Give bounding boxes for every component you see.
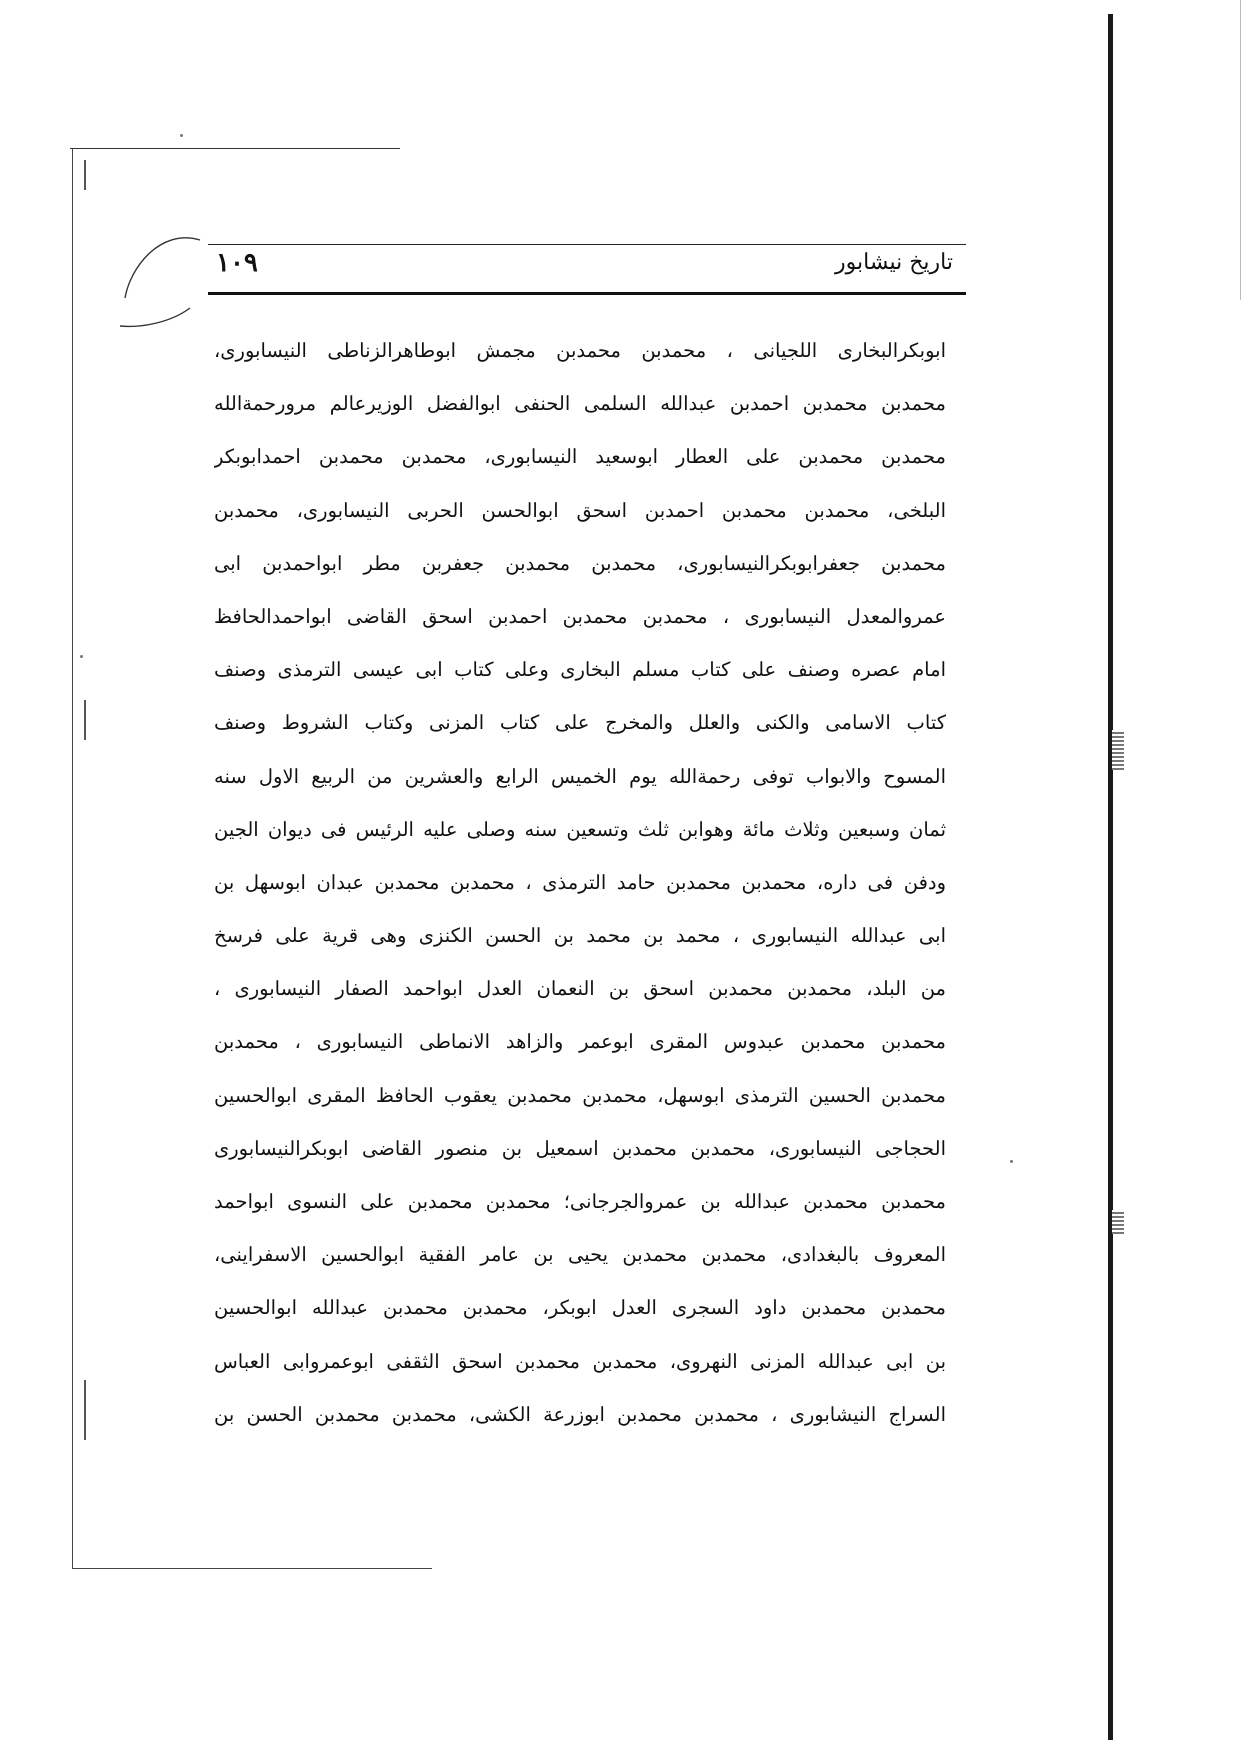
- speck: [180, 134, 183, 137]
- running-title: تاريخ نيشابور: [835, 250, 953, 275]
- text-line: الحجاجى النيسابورى، محمدبن محمدبن اسمعيل بن منصور القاضى ابوبكرالنيسابورى: [214, 1136, 946, 1160]
- text-line: محمدبن الحسين الترمذى ابوسهل، محمدبن محمدبن يعقوب الحافظ المقرى ابوالحسين: [214, 1083, 946, 1107]
- speck: [80, 655, 83, 658]
- text-line: ابوبكرالبخارى اللجيانى ، محمدبن محمدبن مجمش ابوطاهرالزناطى النيسابورى،: [214, 339, 946, 362]
- frame-line-top: [70, 148, 400, 149]
- text-line: المعروف بالبغدادى، محمدبن محمدبن يحيى بن عامر الفقية ابوالحسين الاسفراينى،: [214, 1243, 946, 1267]
- text-line: عمروالمعدل النيسابورى ، محمدبن محمدبن احمدبن اسحق القاضى ابواحمدالحافظ: [214, 604, 946, 628]
- header-rule-bottom: [208, 292, 966, 295]
- text-line: محمدبن جعفرابوبكرالنيسابورى، محمدبن محمدبن جعفربن مطر ابواحمدبن ابى: [214, 551, 946, 575]
- text-line: السراج النيشابورى ، محمدبن محمدبن ابوزرعة الكشى، محمدبن محمدبن الحسن بن: [214, 1402, 946, 1426]
- frame-line-left: [72, 148, 73, 1568]
- text-line: بن ابى عبدالله المزنى النهروى، محمدبن محمدبن اسحق الثقفى ابوعمروابى العباس: [214, 1349, 946, 1373]
- page-edge-line: [1240, 0, 1241, 300]
- text-line: من البلد، محمدبن محمدبن اسحق بن النعمان العدل ابواحمد الصفار النيسابورى ،: [214, 977, 946, 1001]
- text-line: محمدبن محمدبن احمدبن عبدالله السلمى الحنفى ابوالفضل الوزيرعالم مرورحمةالله: [214, 392, 946, 416]
- text-line: محمدبن محمدبن على العطار ابوسعيد النيسابورى، محمدبن محمدبن احمدابوبكر: [214, 445, 946, 469]
- text-line: ودفن فى داره، محمدبن محمدبن حامد الترمذى ، محمدبن محمدبن عبدان ابوسهل بن: [214, 870, 946, 894]
- text-line: البلخى، محمدبن محمدبن احمدبن اسحق ابوالحسن الحربى النيسابورى، محمدبن: [214, 498, 946, 522]
- text-line: كتاب الاسامى والكنى والعلل والمخرج على كتاب المزنى وكتاب الشروط وصنف: [214, 711, 946, 735]
- body-text: [214, 324, 946, 1441]
- text-line: محمدبن محمدبن عبدالله بن عمروالجرجانى؛ محمدبن محمدبن على النسوى ابواحمد: [214, 1190, 946, 1213]
- text-line: ثمان وسبعين وثلاث مائة وهوابن ثلث وتسعين سنه وصلى عليه الرئيس فى ديوان الجين: [214, 817, 946, 841]
- text-line: المسوح والابواب توفى رحمةالله يوم الخميس الرابع والعشرين من الربيع الاول سنه: [214, 764, 946, 788]
- text-line: امام عصره وصنف على كتاب مسلم البخارى وعلى كتاب ابى عيسى الترمذى وصنف: [214, 658, 946, 682]
- speck: [1010, 1160, 1013, 1163]
- page-header: [210, 244, 965, 294]
- binding-edge: [1108, 14, 1113, 1740]
- text-line: محمدبن محمدبن عبدوس المقرى ابوعمر والزاهد الانماطى النيسابورى ، محمدبن: [214, 1030, 946, 1054]
- margin-mark: [1112, 1210, 1124, 1234]
- margin-mark: [84, 160, 86, 190]
- text-line: محمدبن محمدبن داود السجرى العدل ابوبكر، محمدبن محمدبن عبدالله ابوالحسين: [214, 1296, 946, 1320]
- margin-mark: [84, 700, 86, 740]
- text-line: ابى عبدالله النيسابورى ، محمد بن محمد بن الحسن الكنزى وهى قرية على فرسخ: [214, 924, 946, 948]
- margin-mark: [84, 1380, 86, 1440]
- page-number: ۱۰۹: [216, 248, 258, 278]
- margin-mark: [1112, 730, 1124, 770]
- frame-line-bottom: [72, 1568, 432, 1569]
